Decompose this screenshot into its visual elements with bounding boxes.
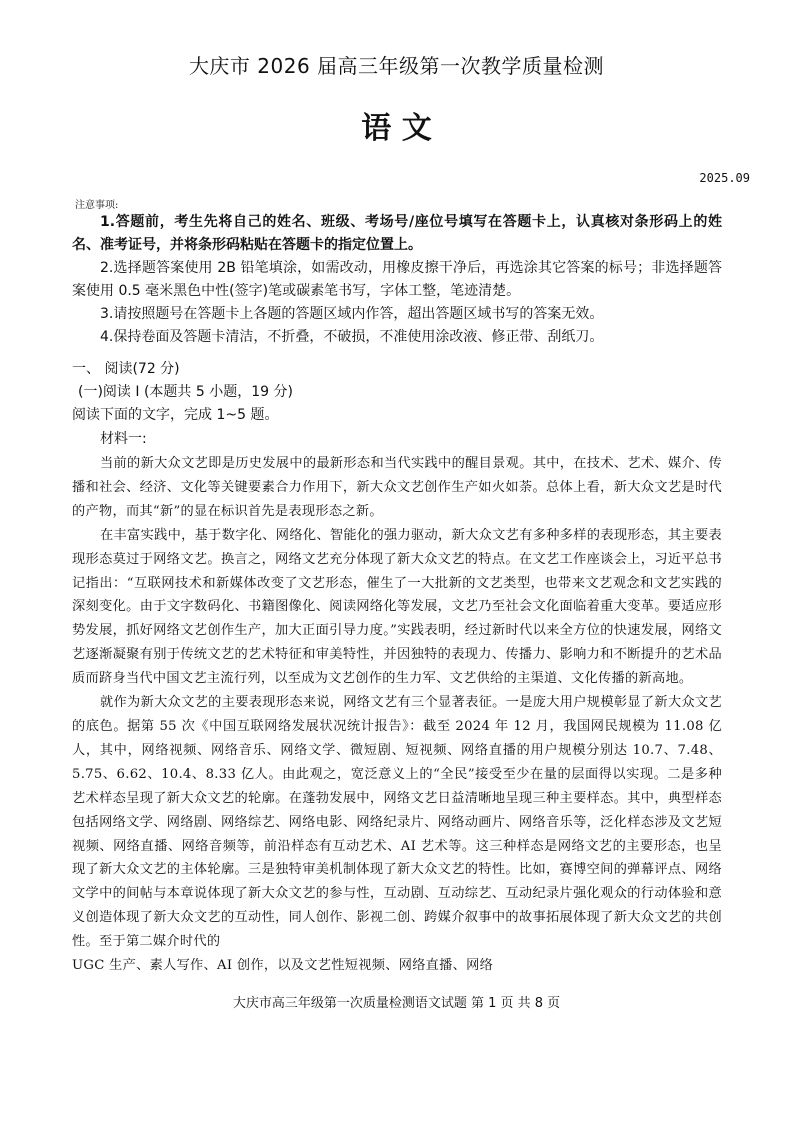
exam-title: 大庆市 2026 届高三年级第一次教学质量检测 <box>188 54 605 78</box>
article-paragraph-2: 在丰富实践中，基于数字化、网络化、智能化的强力驱动，新大众文艺有多种多样的表现形态，其主要表现形态莫过于网络文艺。换言之，网络文艺充分体现了新大众文艺的特点。在文艺工作座谈会上，习近平总书记指出：“互联网技术和新媒体改变了文艺形态，催生了一大批新的文艺类型，也带来文艺观念和文艺实践的深刻变化。由于文字数码化、书籍图像化、阅读网络化等发展，文艺乃至社会文化面临着重大变革。要适应形势发展，抓好网络文艺创作生产，加大正面引导力度。”实践表明，经过新时代以来全方位的快速发展，网络文艺逐渐凝聚有别于传统文艺的艺术特征和审美特性，并因独特的表现力、传播力、影响力和不断提升的艺术品质而跻身当代中国文艺主流行列，以至成为文艺创作的生力军、文艺供给的主渠道、文化传播的新高地。 <box>72 527 722 687</box>
section-subheading: (一)阅读 I (本题共 5 小题，19 分) <box>78 384 293 400</box>
notice-list <box>72 211 722 349</box>
notice-item-3: 3.请按照题号在答题卡上各题的答题区域内作答，超出答题区域书写的答案无效。 <box>100 306 604 322</box>
section-heading: 一、 阅读(72 分) <box>72 361 180 377</box>
article-paragraph-1: 当前的新大众文艺即是历史发展中的最新形态和当代实践中的醒目景观。其中，在技术、艺术、媒介、传播和社会、经济、文化等关键要素合力作用下，新大众文艺创作生产如火如荼。总体上看，新大众文艺是时代的产物，而其“新”的显在标识首先是表现形态之新。 <box>72 456 722 519</box>
notice-label: 注意事项: <box>75 200 119 211</box>
article-paragraph-4: UGC 生产、素人写作、AI 创作，以及文艺性短视频、网络直播、网络 <box>72 958 494 974</box>
notice-item-4: 4.保持卷面及答题卡清洁，不折叠，不破损，不准使用涂改液、修正带、刮纸刀。 <box>100 329 604 345</box>
notice-item-1: 1.答题前，考生先将自己的姓名、班级、考场号/座位号填写在答题卡上，认真核对条形码上的姓名、准考证号，并将条形码粘贴在答题卡的指定位置上。 <box>72 214 722 253</box>
exam-date: 2025.09 <box>699 171 750 185</box>
subject-title: 语 文 <box>361 111 432 146</box>
notice-item-2: 2.选择题答案使用 2B 铅笔填涂，如需改动，用橡皮擦干净后，再选涂其它答案的标号；非选择题答案使用 0.5 毫米黑色中性(签字)笔或碳素笔书写，字体工整，笔迹清楚。 <box>72 260 722 299</box>
reading-instruction: 阅读下面的文字，完成 1~5 题。 <box>72 407 279 423</box>
article-body <box>72 452 722 978</box>
article-paragraph-3: 就作为新大众文艺的主要表现形态来说，网络文艺有三个显著表征。一是庞大用户规模彰显了新大众文艺的底色。据第 55 次《中国互联网络发展状况统计报告》：截至 2024 年 12 月，我国网民规模为 11.08 亿人，其中，网络视频、网络音乐、网络文学、微短剧、短视频、网络直播的用户规模分别达 10.7、7.48、5.75、6.62、10.4、8.33 亿人。由此观之，宽泛意义上的“全民”接受至少在量的层面得以实现。二是多种艺术样态呈现了新大众文艺的轮廓。在蓬勃发展中，网络文艺日益清晰地呈现三种主要样态。其中，典型样态包括网络文学、网络剧、网络综艺、网络电影、网络纪录片、网络动画片、网络音乐等，泛化样态涉及文艺短视频、网络直播、网络音频等，前沿样态有互动艺术、AI 艺术等。这三种样态是网络文艺的主要形态，也呈现了新大众文艺的主体轮廓。三是独特审美机制体现了新大众文艺的特性。比如，赛博空间的弹幕评点、网络文学中的间帖与本章说体现了新大众文艺的参与性，互动剧、互动综艺、互动纪录片强化观众的行动体验和意义创造体现了新大众文艺的互动性，同人创作、影视二创、跨媒介叙事中的故事拓展体现了新大众文艺的共创性。至于第二媒介时代的 <box>72 695 722 950</box>
page-footer: 大庆市高三年级第一次质量检测语文试题 第 1 页 共 8 页 <box>232 996 561 1011</box>
material-label: 材料一: <box>100 431 147 447</box>
